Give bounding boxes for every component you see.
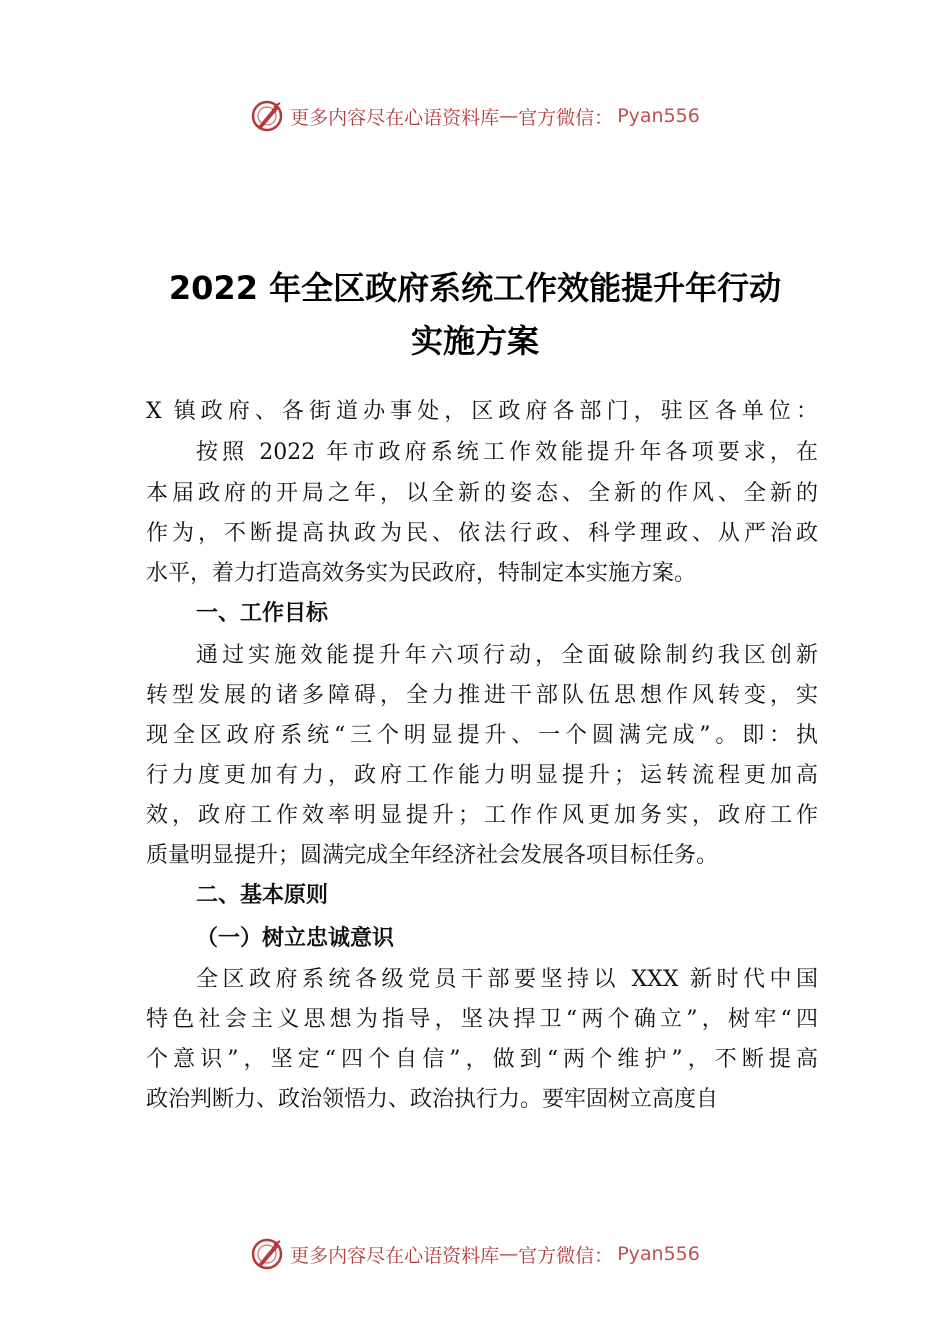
document-title-line1: 2022 年全区政府系统工作效能提升年行动 bbox=[168, 269, 782, 307]
paragraph-line: 按照 2022 年市政府系统工作效能提升年各项要求，在 bbox=[196, 440, 818, 465]
watermark-wechat-id: Pyan556 bbox=[617, 1243, 700, 1265]
quill-logo-icon bbox=[250, 99, 284, 133]
section-heading: 一、工作目标 bbox=[196, 601, 329, 626]
paragraph-line: X 镇政府、各街道办事处，区政府各部门，驻区各单位： bbox=[146, 399, 818, 424]
paragraph-line: 通过实施效能提升年六项行动，全面破除制约我区创新 bbox=[196, 643, 818, 668]
paragraph-line: 政治判断力、政治领悟力、政治执行力。要牢固树立高度自 bbox=[146, 1087, 719, 1112]
watermark-footer bbox=[0, 1234, 950, 1274]
section-heading: 二、基本原则 bbox=[196, 883, 329, 908]
paragraph-line: 个意识”，坚定“四个自信”，做到“两个维护”，不断提高 bbox=[146, 1047, 818, 1072]
document-title-line2: 实施方案 bbox=[410, 322, 539, 360]
paragraph-line: 作为，不断提高执政为民、依法行政、科学理政、从严治政 bbox=[146, 521, 818, 546]
paragraph-line: 行力度更加有力，政府工作能力明显提升；运转流程更加高 bbox=[146, 763, 818, 788]
watermark-separator: — bbox=[499, 1243, 519, 1265]
watermark-wechat-id: Pyan556 bbox=[617, 105, 700, 127]
paragraph-line: 效，政府工作效率明显提升；工作作风更加务实，政府工作 bbox=[146, 803, 818, 828]
watermark-text: 更多内容尽在心语资料库 bbox=[290, 106, 500, 129]
paragraph-line: 特色社会主义思想为指导，坚决捍卫“两个确立”，树牢“四 bbox=[146, 1007, 818, 1032]
watermark-header bbox=[0, 96, 950, 136]
watermark-wechat-label: 官方微信： bbox=[518, 106, 614, 129]
watermark-text: 更多内容尽在心语资料库 bbox=[290, 1244, 500, 1267]
watermark-wechat-label: 官方微信： bbox=[518, 1244, 614, 1267]
paragraph-line: 水平，着力打造高效务实为民政府，特制定本实施方案。 bbox=[146, 561, 697, 586]
paragraph-line: 全区政府系统各级党员干部要坚持以 XXX 新时代中国 bbox=[196, 967, 818, 992]
paragraph-line: 现全区政府系统“三个明显提升、一个圆满完成”。即：执 bbox=[146, 723, 818, 748]
quill-logo-icon bbox=[250, 1237, 284, 1271]
paragraph-line: 本届政府的开局之年，以全新的姿态、全新的作风、全新的 bbox=[146, 481, 818, 506]
watermark-separator: — bbox=[499, 105, 519, 127]
paragraph-line: 质量明显提升；圆满完成全年经济社会发展各项目标任务。 bbox=[146, 843, 719, 868]
paragraph-line: 转型发展的诸多障碍，全力推进干部队伍思想作风转变，实 bbox=[146, 683, 818, 708]
subsection-heading: （一）树立忠诚意识 bbox=[196, 925, 395, 951]
